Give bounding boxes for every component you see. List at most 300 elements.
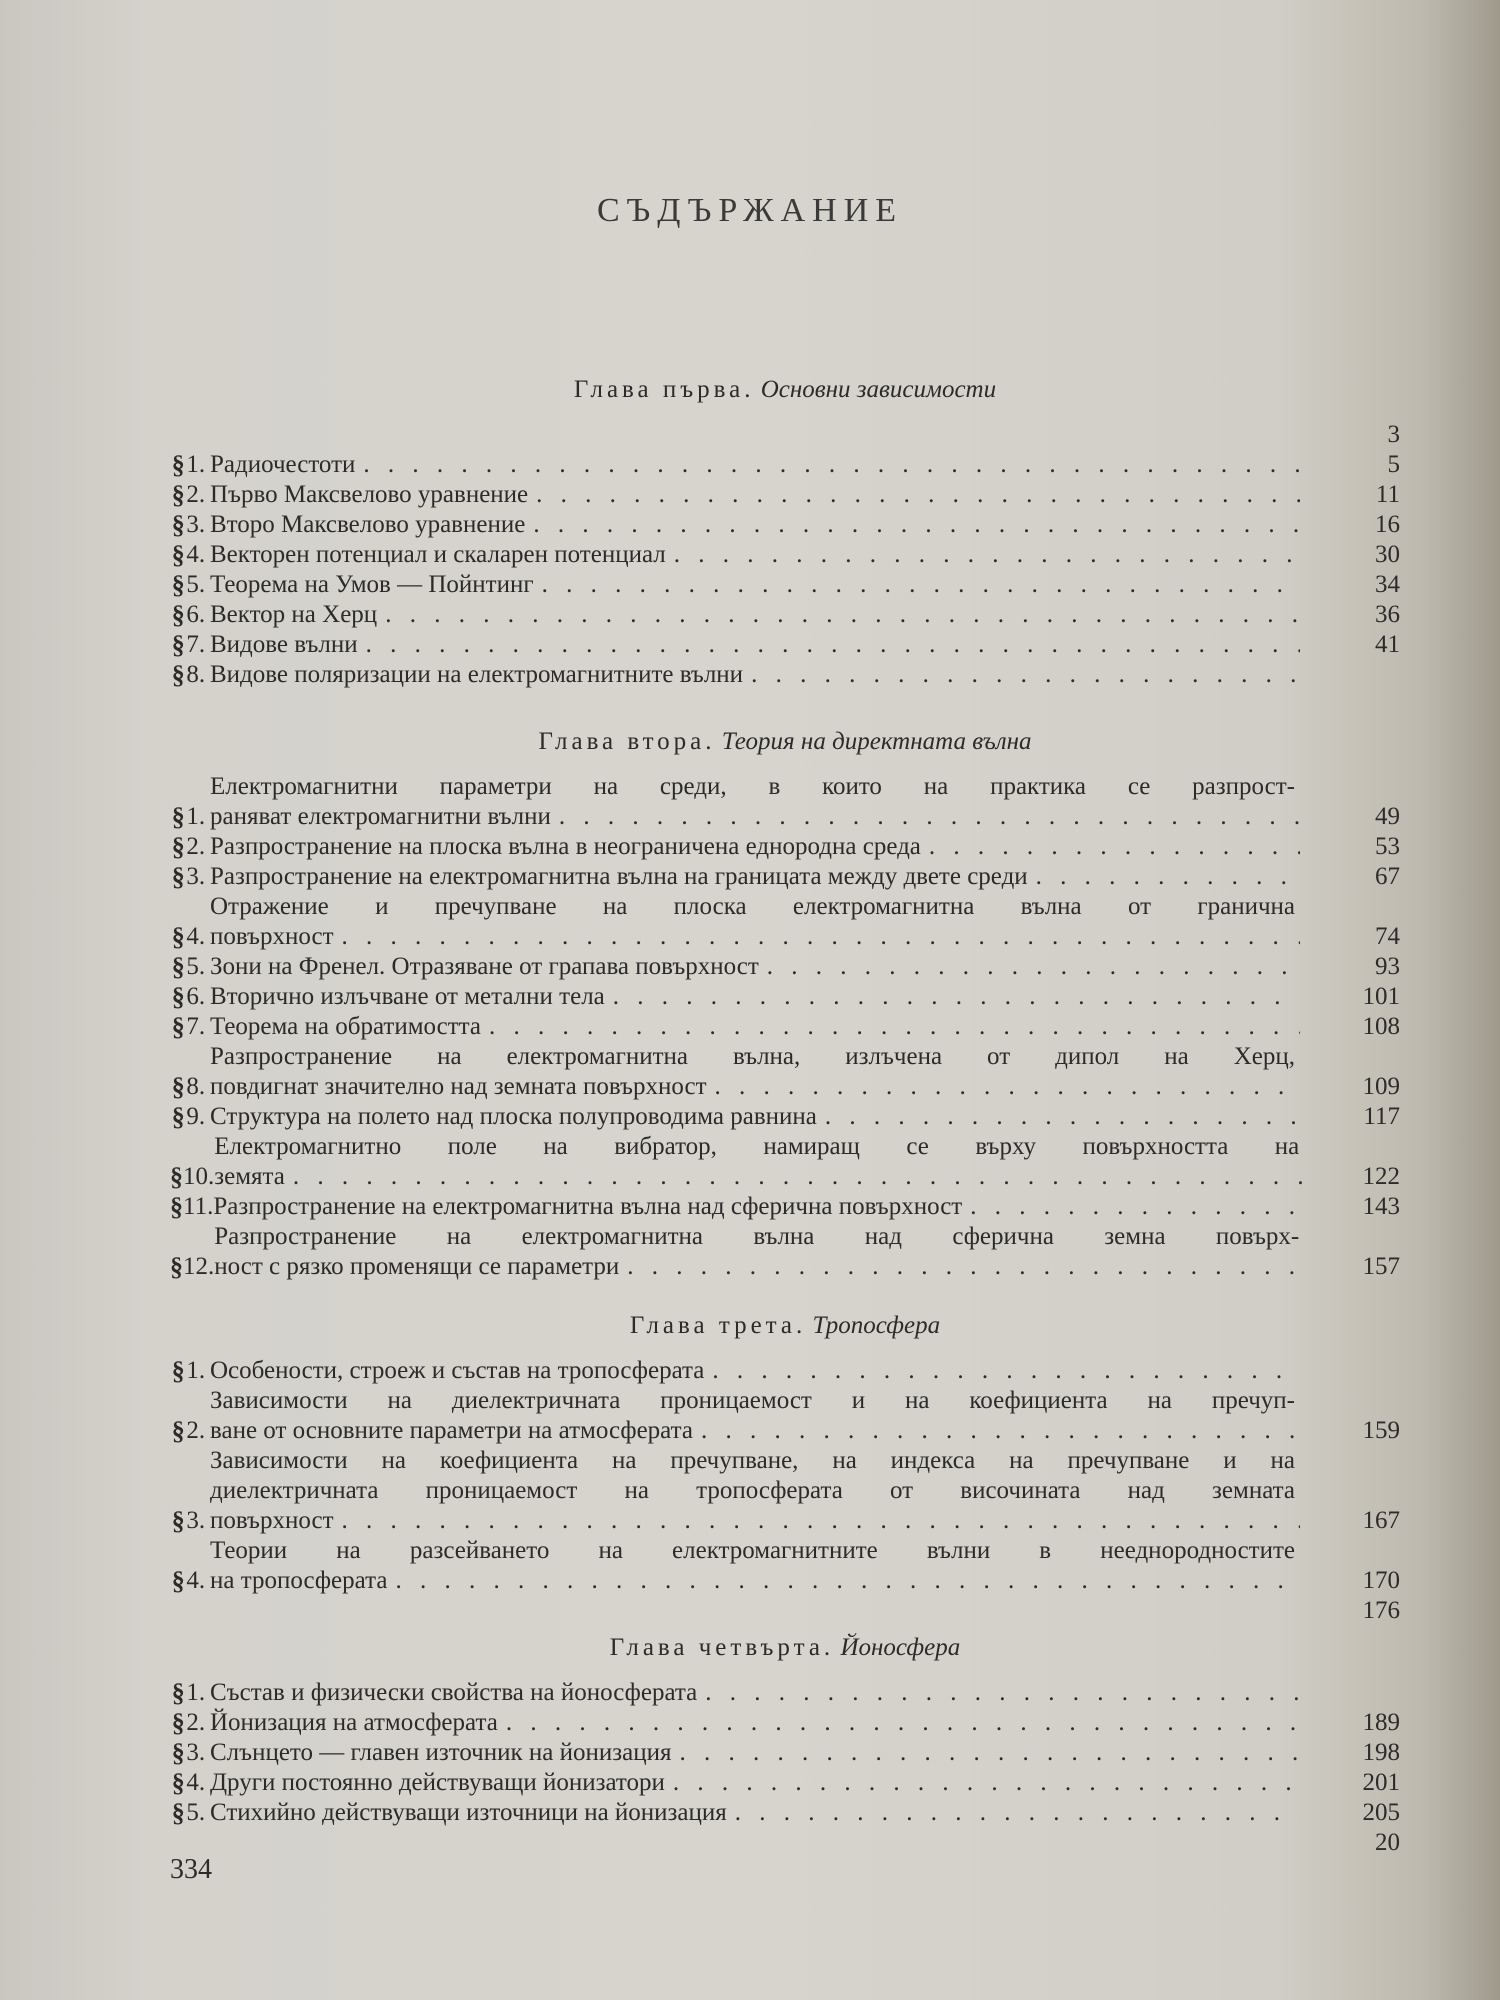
dot-leader	[672, 1738, 1301, 1768]
dot-leader	[285, 1162, 1304, 1192]
entry-line-text: Радиочестоти	[210, 451, 356, 478]
toc-entry	[170, 1768, 1400, 1798]
entry-number: 5.	[186, 953, 206, 980]
entry-number: 4.	[186, 1567, 206, 1594]
entry-number: 3.	[186, 511, 206, 538]
toc-entry-row	[170, 570, 1300, 600]
entry-line	[210, 1416, 1300, 1446]
toc-entry	[170, 1042, 1400, 1102]
dot-leader	[619, 1252, 1304, 1282]
entry-text	[210, 862, 1300, 892]
entry-line	[214, 1252, 1304, 1282]
entry-line-text: ност с рязко променящи се параметри	[214, 1253, 620, 1280]
entry-line	[210, 1386, 1295, 1416]
entry-text	[210, 570, 1300, 600]
entry-line	[210, 1476, 1295, 1506]
dot-leader	[817, 1102, 1300, 1132]
entry-line-text: земята	[214, 1163, 285, 1190]
entry-line-text: Електромагнитно поле на вибратор, намиращ се върху повърхността на	[214, 1133, 1300, 1160]
chapter-section	[170, 1628, 1400, 1858]
toc-entry	[170, 772, 1400, 832]
page-ref: 20	[1375, 1829, 1400, 1856]
entry-line	[210, 1012, 1300, 1042]
entry-line-text: Второ Максвелово уравнение	[210, 511, 526, 538]
chapter-section	[170, 1306, 1400, 1626]
toc-entry-row	[170, 660, 1300, 690]
entry-line-text: Електромагнитни параметри на среди, в които на практика се разпрост-	[210, 773, 1295, 800]
entry-line-text: Разпространение на електромагнитна вълна над сферична повърхност	[213, 1193, 963, 1220]
entry-text	[214, 1222, 1304, 1282]
chapter-heading	[170, 1306, 1400, 1346]
toc-entry-row	[170, 1536, 1300, 1596]
section-mark: §	[171, 540, 185, 569]
toc-entry-row	[170, 1012, 1300, 1042]
toc-entry-row	[170, 1798, 1300, 1828]
entry-number: 1.	[186, 451, 206, 478]
entry-line	[214, 1132, 1299, 1162]
entry-text	[213, 1192, 1303, 1222]
entry-number: 2.	[186, 1417, 206, 1444]
page-ref: 201	[1362, 1769, 1400, 1796]
toc-entry	[170, 1222, 1400, 1282]
entry-line-text: Зависимости на диелектричната проницаемост и на коефициента на пречуп-	[210, 1387, 1295, 1414]
entry-number: 4.	[186, 541, 206, 568]
entry-number: 1.	[186, 803, 206, 830]
toc-entry	[170, 480, 1400, 510]
entry-line-text: Йонизация на атмосферата	[210, 1709, 498, 1736]
entry-text	[210, 480, 1300, 510]
entry-line	[210, 630, 1300, 660]
page-only-row	[170, 1828, 1400, 1858]
entry-line-text: Зони на Френел. Отразяване от грапава повърхност	[210, 953, 759, 980]
page-ref: 16	[1375, 511, 1400, 538]
toc-entry-row	[170, 630, 1300, 660]
entry-line-text: Векторен потенциал и скаларен потенциал	[210, 541, 666, 568]
toc-entry	[170, 540, 1400, 570]
entry-line	[210, 660, 1300, 690]
entry-line-text: Видове вълни	[210, 631, 358, 658]
page-ref: 189	[1362, 1709, 1400, 1736]
page-ref: 74	[1375, 923, 1400, 950]
page-title: СЪДЪРЖАНИЕ	[596, 192, 904, 229]
toc-entry	[170, 1798, 1400, 1828]
entry-line	[210, 862, 1300, 892]
entry-text	[210, 1798, 1300, 1828]
entry-text	[210, 1536, 1300, 1596]
entry-line-text: Разпространение на електромагнитна вълна над сферична земна повърх-	[214, 1223, 1300, 1250]
toc-entry-row	[170, 1768, 1300, 1798]
section-mark: §	[171, 1102, 185, 1131]
section-mark: §	[171, 600, 185, 629]
entry-number: 6.	[186, 601, 206, 628]
entry-line	[210, 1072, 1300, 1102]
page-ref: 5	[1387, 451, 1400, 478]
toc-entry	[170, 450, 1400, 480]
section-mark: §	[171, 660, 185, 689]
section-mark: §	[171, 1012, 185, 1041]
section-mark: §	[171, 450, 185, 479]
entry-line-text: повдигнат значително над земната повърхност	[210, 1073, 707, 1100]
page-ref: 34	[1375, 571, 1400, 598]
toc-entry-row	[170, 1222, 1300, 1282]
toc-entry-row	[170, 1042, 1300, 1102]
page-ref: 41	[1375, 631, 1400, 658]
toc-entry	[170, 1356, 1400, 1386]
entry-line	[210, 892, 1295, 922]
entry-line	[210, 922, 1300, 952]
entry-text	[210, 1012, 1300, 1042]
toc-entry-row	[170, 982, 1300, 1012]
toc-entry-row	[170, 1132, 1300, 1192]
page-only-row	[170, 420, 1400, 450]
entry-line	[210, 1678, 1300, 1708]
entry-text	[210, 1356, 1300, 1386]
entry-line-text: повърхност	[210, 1507, 334, 1534]
toc-entry	[170, 1536, 1400, 1596]
dot-leader	[387, 1566, 1300, 1596]
entry-text	[210, 540, 1300, 570]
entry-line-text: Теории на разсейването на електромагнитните вълни в нееднородностите	[210, 1537, 1295, 1564]
entry-line-text: Вектор на Херц	[210, 601, 378, 628]
dot-leader	[666, 540, 1300, 570]
entry-text	[210, 1102, 1300, 1132]
entry-line-text: Стихийно действуващи източници на йонизация	[210, 1799, 727, 1826]
toc-entry	[170, 1192, 1400, 1222]
chapter-label: Глава трета.	[629, 1312, 807, 1339]
chapter-label: Глава първа.	[573, 376, 755, 403]
page-ref: 170	[1362, 1567, 1400, 1594]
dot-leader	[481, 1012, 1300, 1042]
page-ref: 67	[1375, 863, 1400, 890]
toc-entry	[170, 892, 1400, 952]
dot-leader	[498, 1708, 1300, 1738]
entry-line	[210, 1738, 1300, 1768]
entry-text	[210, 450, 1300, 480]
toc-entry	[170, 1678, 1400, 1708]
section-mark: §	[171, 982, 185, 1011]
chapter-heading	[170, 722, 1400, 762]
entry-number: 2.	[186, 1709, 206, 1736]
dot-leader	[1028, 862, 1300, 892]
dot-leader	[707, 1072, 1301, 1102]
toc-entry-row	[170, 832, 1300, 862]
toc-entry	[170, 1132, 1400, 1192]
toc-entry	[170, 660, 1400, 690]
entry-line	[210, 1708, 1300, 1738]
entry-text	[210, 1386, 1300, 1446]
chapter-section	[170, 370, 1400, 690]
entry-text	[210, 982, 1300, 1012]
chapter-title: Тропосфера	[812, 1312, 941, 1339]
page-ref: 122	[1362, 1163, 1400, 1190]
entry-text	[210, 1768, 1300, 1798]
toc-entry-row	[170, 952, 1300, 982]
section-mark: §	[171, 1566, 185, 1595]
entry-line-text: Видове поляризации на електромагнитните вълни	[210, 661, 744, 688]
entry-line-text: диелектричната проницаемост на тропосферата от височината над земната	[210, 1477, 1295, 1504]
toc-entry-row	[170, 1356, 1300, 1386]
entry-number: 3.	[186, 1739, 206, 1766]
page-ref: 93	[1375, 953, 1400, 980]
entry-number: 2.	[186, 833, 206, 860]
entry-line	[210, 540, 1300, 570]
entry-text	[210, 1446, 1300, 1536]
dot-leader	[534, 570, 1300, 600]
entry-line	[210, 510, 1300, 540]
section-mark: §	[171, 1072, 185, 1101]
dot-leader	[334, 1506, 1300, 1536]
section-mark: §	[170, 1192, 183, 1221]
entry-number: 3.	[186, 863, 206, 890]
entry-text	[210, 1708, 1300, 1738]
chapter-heading	[170, 370, 1400, 410]
section-mark: §	[171, 1798, 185, 1827]
page-ref: 36	[1375, 601, 1400, 628]
entry-line	[210, 450, 1300, 480]
section-mark: §	[171, 630, 185, 659]
page-ref: 143	[1362, 1193, 1400, 1220]
toc-entry-row	[170, 1192, 1300, 1222]
section-mark: §	[171, 1738, 185, 1767]
section-mark: §	[170, 1252, 183, 1281]
section-mark: §	[171, 1356, 185, 1385]
toc-entry	[170, 862, 1400, 892]
entry-line-text: Структура на полето над плоска полупроводима равнина	[210, 1103, 817, 1130]
entry-number: 1.	[186, 1679, 206, 1706]
toc-entry	[170, 1446, 1400, 1536]
chapter-title: Основни зависимости	[760, 376, 997, 403]
entry-number: 10.	[183, 1163, 215, 1190]
entry-number: 9.	[186, 1103, 206, 1130]
entry-text	[210, 1678, 1300, 1708]
toc-entry	[170, 1102, 1400, 1132]
section-mark: §	[171, 1506, 185, 1535]
entry-number: 7.	[186, 1013, 206, 1040]
entry-line-text: Зависимости на коефициента на пречупване, на индекса на пречупване и на	[210, 1447, 1295, 1474]
toc-entry-row	[170, 510, 1300, 540]
entry-line-text: повърхност	[210, 923, 334, 950]
entry-line	[210, 832, 1300, 862]
toc-entry-row	[170, 1738, 1300, 1768]
entry-number: 7.	[186, 631, 206, 658]
chapter-title: Теория на директната вълна	[721, 728, 1032, 755]
entry-line	[210, 1356, 1300, 1386]
entry-line	[210, 772, 1295, 802]
chapter-label: Глава четвърта.	[609, 1634, 835, 1661]
entry-text	[210, 892, 1300, 952]
entry-text	[210, 1738, 1300, 1768]
entry-line	[210, 952, 1300, 982]
dot-leader	[605, 982, 1300, 1012]
page-ref: 30	[1375, 541, 1400, 568]
toc-entry	[170, 982, 1400, 1012]
entry-text	[214, 1132, 1304, 1192]
entry-line-text: Вторично излъчване от метални тела	[210, 983, 605, 1010]
chapter-heading	[170, 1628, 1400, 1668]
section-mark: §	[171, 480, 185, 509]
entry-number: 1.	[186, 1357, 206, 1384]
entry-line	[210, 1102, 1300, 1132]
toc-entry-row	[170, 450, 1300, 480]
entry-number: 5.	[186, 1799, 206, 1826]
page-ref: 117	[1363, 1103, 1400, 1130]
section-mark: §	[171, 570, 185, 599]
entry-number: 4.	[186, 1769, 206, 1796]
toc-entry	[170, 1012, 1400, 1042]
page-ref: 11	[1375, 481, 1400, 508]
section-mark: §	[171, 1708, 185, 1737]
entry-line	[210, 480, 1300, 510]
entry-line-text: Теорема на Умов — Пойнтинг	[210, 571, 534, 598]
dot-leader	[551, 802, 1300, 832]
entry-number: 6.	[186, 983, 206, 1010]
section-mark: §	[170, 1162, 183, 1191]
dot-leader	[759, 952, 1300, 982]
toc-entry-row	[170, 862, 1300, 892]
entry-number: 12.	[183, 1253, 215, 1280]
toc-entry	[170, 570, 1400, 600]
dot-leader	[921, 832, 1300, 862]
toc-entry-row	[170, 1678, 1300, 1708]
page-ref: 205	[1362, 1799, 1400, 1826]
entry-line-text: Особености, строеж и състав на тропосферата	[210, 1357, 705, 1384]
toc-entry-row	[170, 1708, 1300, 1738]
entry-line	[214, 1162, 1304, 1192]
section-mark: §	[171, 1768, 185, 1797]
page-ref: 176	[1362, 1597, 1400, 1624]
entry-number: 8.	[186, 661, 206, 688]
toc-entry	[170, 832, 1400, 862]
section-mark: §	[171, 862, 185, 891]
section-mark: §	[171, 952, 185, 981]
section-mark: §	[171, 1416, 185, 1445]
page-ref: 3	[1387, 421, 1400, 448]
entry-number: 2.	[186, 481, 206, 508]
entry-text	[210, 832, 1300, 862]
toc-entry-row	[170, 1386, 1300, 1446]
page-ref: 109	[1362, 1073, 1400, 1100]
toc-entry-row	[170, 772, 1300, 832]
toc-entry	[170, 1708, 1400, 1738]
dot-leader	[377, 600, 1300, 630]
entry-text	[210, 772, 1300, 832]
entry-line-text: раняват електромагнитни вълни	[210, 803, 551, 830]
entry-line-text: Слънцето — главен източник на йонизация	[210, 1739, 672, 1766]
toc-entry	[170, 1738, 1400, 1768]
toc-entry	[170, 1386, 1400, 1446]
dot-leader	[355, 450, 1300, 480]
entry-line	[210, 982, 1300, 1012]
chapter-label: Глава втора.	[538, 728, 716, 755]
dot-leader	[665, 1768, 1300, 1798]
dot-leader	[334, 922, 1300, 952]
dot-leader	[358, 630, 1300, 660]
page-ref: 108	[1362, 1013, 1400, 1040]
toc-entry	[170, 952, 1400, 982]
page-ref: 101	[1362, 983, 1400, 1010]
entry-number: 5.	[186, 571, 206, 598]
section-mark: §	[171, 832, 185, 861]
entry-text	[210, 630, 1300, 660]
entry-line	[210, 570, 1300, 600]
dot-leader	[528, 480, 1300, 510]
entry-line	[210, 1506, 1300, 1536]
entry-text	[210, 600, 1300, 630]
toc-entry	[170, 510, 1400, 540]
entry-line	[210, 600, 1300, 630]
page-ref: 167	[1362, 1507, 1400, 1534]
page-ref: 49	[1375, 803, 1400, 830]
toc-entry	[170, 630, 1400, 660]
section-mark: §	[171, 802, 185, 831]
page-ref: 159	[1362, 1417, 1400, 1444]
entry-line	[210, 1536, 1295, 1566]
entry-line	[210, 1566, 1300, 1596]
entry-number: 3.	[186, 1507, 206, 1534]
dot-leader	[743, 660, 1300, 690]
section-mark: §	[171, 510, 185, 539]
entry-line-text: Състав и физически свойства на йоносферата	[210, 1679, 698, 1706]
dot-leader	[704, 1356, 1300, 1386]
toc-entry-row	[170, 600, 1300, 630]
entry-line-text: ване от основните параметри на атмосферата	[210, 1417, 693, 1444]
entry-line	[213, 1192, 1303, 1222]
section-mark: §	[171, 1678, 185, 1707]
entry-text	[210, 510, 1300, 540]
entry-line-text: на тропосферата	[210, 1567, 388, 1594]
page-only-row	[170, 1596, 1400, 1626]
toc-entry-row	[170, 540, 1300, 570]
entry-text	[210, 952, 1300, 982]
toc-entry	[170, 600, 1400, 630]
entry-line	[210, 802, 1300, 832]
entry-line	[210, 1798, 1300, 1828]
toc-entry-row	[170, 892, 1300, 952]
dot-leader	[962, 1192, 1303, 1222]
chapter-title: Йоносфера	[840, 1634, 961, 1661]
entry-line-text: Други постоянно действуващи йонизатори	[210, 1769, 665, 1796]
dot-leader	[727, 1798, 1300, 1828]
entry-line-text: Отражение и пречупване на плоска електромагнитна вълна от гранична	[210, 893, 1295, 920]
page-number: 334	[170, 1854, 212, 1885]
toc-entry-row	[170, 480, 1300, 510]
entry-line	[210, 1042, 1295, 1072]
dot-leader	[693, 1416, 1300, 1446]
toc-entry-row	[170, 1102, 1300, 1132]
entry-number: 4.	[186, 923, 206, 950]
entry-line-text: Разпространение на електромагнитна вълна на границата между двете среди	[210, 863, 1028, 890]
entry-line-text: Разпространение на плоска вълна в неограничена еднородна среда	[210, 833, 921, 860]
entry-number: 11.	[183, 1193, 214, 1220]
section-mark: §	[171, 922, 185, 951]
toc-entry-row	[170, 1446, 1300, 1536]
entry-line-text: Първо Максвелово уравнение	[210, 481, 529, 508]
entry-line	[210, 1768, 1300, 1798]
entry-line-text: Разпространение на електромагнитна вълна, излъчена от дипол на Херц,	[210, 1043, 1295, 1070]
entry-line-text: Теорема на обратимостта	[210, 1013, 481, 1040]
dot-leader	[697, 1678, 1300, 1708]
entry-text	[210, 660, 1300, 690]
entry-text	[210, 1042, 1300, 1102]
dot-leader	[525, 510, 1300, 540]
entry-line	[210, 1446, 1295, 1476]
page-ref: 198	[1362, 1739, 1400, 1766]
page-ref: 53	[1375, 833, 1400, 860]
page-ref: 157	[1362, 1253, 1400, 1280]
entry-line	[214, 1222, 1299, 1252]
entry-number: 8.	[186, 1073, 206, 1100]
chapter-section	[170, 722, 1400, 1282]
